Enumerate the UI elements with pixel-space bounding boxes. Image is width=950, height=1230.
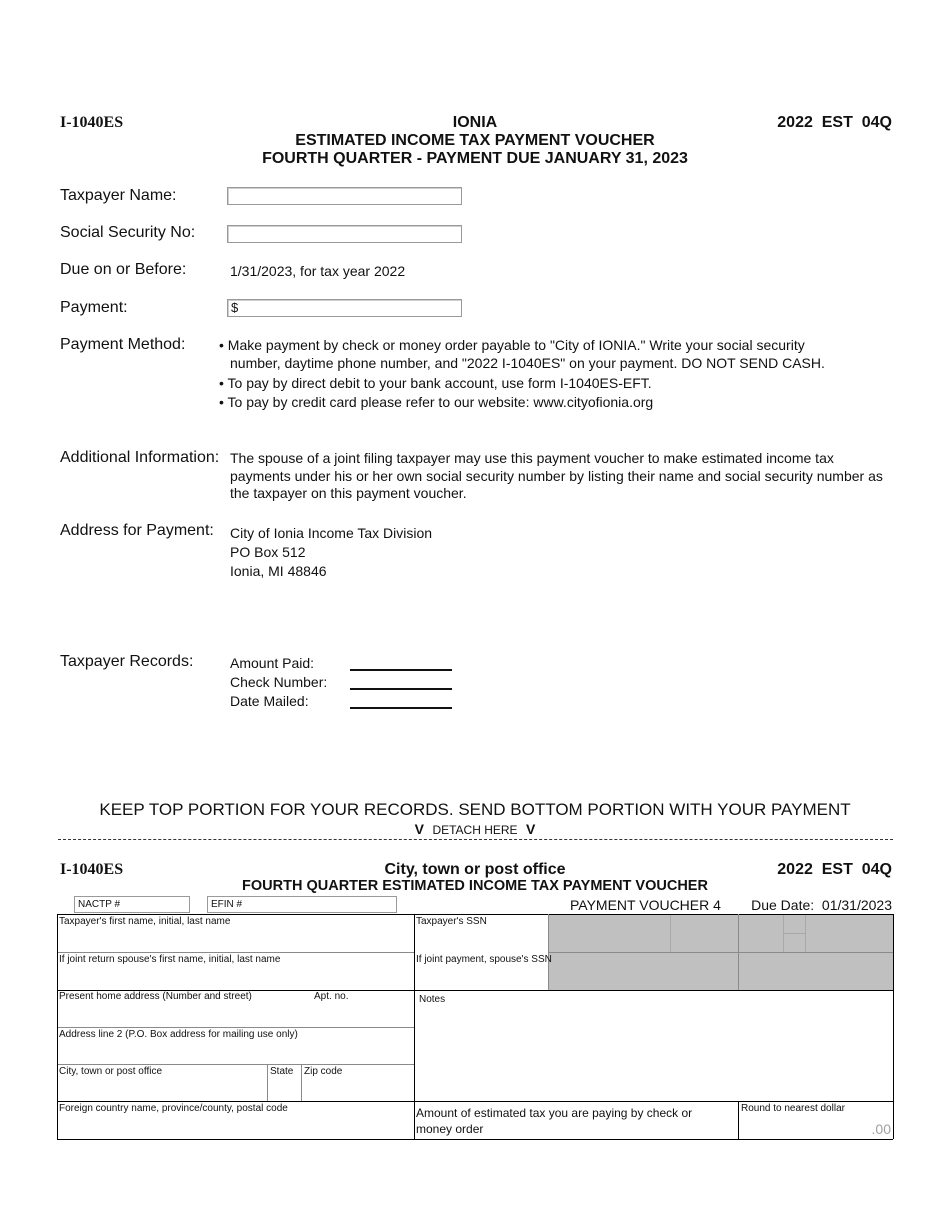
form-title: ESTIMATED INCOME TAX PAYMENT VOUCHER bbox=[295, 132, 655, 149]
grid-line bbox=[57, 952, 414, 953]
additional-line3: the taxpayer on this payment voucher. bbox=[230, 485, 467, 501]
form-id: I-1040ES bbox=[60, 114, 124, 131]
additional-line2: payments under his or her own social security number by listing their name and social security number as bbox=[230, 467, 883, 484]
grid-line bbox=[548, 914, 549, 990]
check-number-label: Check Number: bbox=[230, 674, 328, 690]
grid-line bbox=[57, 1064, 414, 1065]
spouse-name-cell[interactable]: If joint return spouse's first name, initial, last name bbox=[59, 954, 281, 965]
ssn-label: Social Security No: bbox=[60, 224, 196, 241]
bullet-icon: • bbox=[219, 337, 224, 353]
grid-line bbox=[738, 1101, 739, 1139]
bullet-icon: • bbox=[219, 394, 224, 410]
address-line3: Ionia, MI 48846 bbox=[230, 563, 327, 579]
round-label: Round to nearest dollar bbox=[741, 1103, 845, 1114]
voucher-header bbox=[200, 861, 750, 895]
grid-line bbox=[57, 1101, 893, 1102]
detach-here bbox=[0, 821, 950, 839]
ssn-input[interactable] bbox=[227, 225, 462, 243]
ssn-divider bbox=[805, 915, 806, 952]
taxpayer-name-cell[interactable]: Taxpayer's first name, initial, last name bbox=[59, 916, 231, 927]
taxpayer-name-input[interactable] bbox=[227, 187, 462, 205]
amount-label bbox=[416, 1105, 692, 1137]
nactp-box[interactable] bbox=[74, 896, 190, 913]
ssn-divider bbox=[670, 915, 671, 952]
bullet-icon: • bbox=[219, 375, 224, 391]
form-code: 2022 EST 04Q bbox=[777, 114, 892, 131]
keep-instruction: KEEP TOP PORTION FOR YOUR RECORDS. SEND BOTTOM PORTION WITH YOUR PAYMENT bbox=[99, 800, 851, 819]
grid-line bbox=[893, 914, 894, 1139]
state-cell[interactable]: State bbox=[270, 1066, 294, 1077]
taxpayer-name-label: Taxpayer Name: bbox=[60, 187, 177, 204]
amount-cents[interactable]: .00 bbox=[871, 1121, 891, 1137]
voucher-form-id: I-1040ES bbox=[60, 861, 124, 878]
city-title: IONIA bbox=[452, 114, 498, 131]
amount-label-line2: money order bbox=[416, 1122, 484, 1136]
down-arrow-icon: V bbox=[526, 821, 536, 837]
grid-line bbox=[738, 914, 739, 990]
payment-label: Payment: bbox=[60, 299, 128, 316]
voucher-code: 2022 EST 04Q bbox=[777, 861, 892, 878]
payment-voucher-number: PAYMENT VOUCHER 4 bbox=[570, 897, 721, 913]
bullet-2 bbox=[219, 374, 652, 393]
voucher-due-date: Due Date: 01/31/2023 bbox=[751, 897, 892, 913]
bullet-3 bbox=[219, 393, 653, 412]
efin-label: EFIN # bbox=[211, 899, 243, 910]
grid-line bbox=[57, 914, 58, 1139]
zip-cell[interactable]: Zip code bbox=[304, 1066, 343, 1077]
payment-input[interactable] bbox=[227, 299, 462, 317]
efin-box[interactable] bbox=[207, 896, 397, 913]
amount-label-line1: Amount of estimated tax you are paying by check or bbox=[416, 1106, 693, 1120]
nactp-label: NACTP # bbox=[78, 899, 121, 910]
taxpayer-ssn-cell[interactable]: Taxpayer's SSN bbox=[416, 916, 487, 927]
additional-line1: The spouse of a joint filing taxpayer may use this payment voucher to make estimated income tax bbox=[230, 450, 834, 466]
address-line2-cell[interactable]: Address line 2 (P.O. Box address for mailing use only) bbox=[59, 1029, 298, 1040]
grid-line bbox=[57, 1027, 414, 1028]
detach-line bbox=[58, 839, 893, 840]
records-label: Taxpayer Records: bbox=[60, 653, 194, 670]
spouse-ssn-cell[interactable]: If joint payment, spouse's SSN bbox=[416, 954, 552, 965]
dollar-sign: $ bbox=[231, 300, 239, 315]
grid-line bbox=[57, 914, 893, 915]
additional-info-label: Additional Information: bbox=[60, 449, 220, 466]
records-block bbox=[230, 654, 327, 711]
amount-paid-label: Amount Paid: bbox=[230, 655, 315, 671]
due-value: 1/31/2023, for tax year 2022 bbox=[230, 263, 406, 279]
form-header bbox=[200, 114, 750, 168]
due-label: Due on or Before: bbox=[60, 261, 187, 278]
ssn-divider bbox=[783, 933, 805, 934]
bullet-2-text: To pay by direct debit to your bank account, use form I-1040ES-EFT. bbox=[227, 375, 652, 391]
bullet-1-line1: Make payment by check or money order payable to "City of IONIA." Write your social security bbox=[227, 337, 805, 353]
grid-line bbox=[301, 1064, 302, 1101]
amount-paid-line[interactable] bbox=[350, 669, 452, 671]
address-line2: PO Box 512 bbox=[230, 544, 306, 560]
city-cell[interactable]: City, town or post office bbox=[59, 1066, 163, 1077]
apt-label: Apt. no. bbox=[314, 991, 349, 1002]
detach-text: DETACH HERE bbox=[432, 823, 518, 837]
date-mailed-line[interactable] bbox=[350, 707, 452, 709]
address-block bbox=[230, 524, 432, 581]
bullet-1 bbox=[219, 336, 805, 355]
check-number-line[interactable] bbox=[350, 688, 452, 690]
foreign-address-cell[interactable]: Foreign country name, province/county, postal code bbox=[59, 1103, 288, 1114]
notes-area[interactable]: Notes bbox=[419, 994, 446, 1005]
grid-line bbox=[549, 952, 893, 953]
bullet-1-line2: number, daytime phone number, and "2022 I-1040ES" on your payment. DO NOT SEND CASH. bbox=[230, 355, 825, 371]
additional-info-text bbox=[230, 450, 883, 503]
down-arrow-icon: V bbox=[414, 821, 424, 837]
home-address-cell[interactable]: Present home address (Number and street) bbox=[59, 991, 252, 1002]
voucher-city: City, town or post office bbox=[384, 861, 566, 878]
voucher-title: FOURTH QUARTER ESTIMATED INCOME TAX PAYMENT VOUCHER bbox=[242, 878, 708, 894]
grid-line bbox=[267, 1064, 268, 1101]
address-line1: City of Ionia Income Tax Division bbox=[230, 525, 433, 541]
bullet-3-text: To pay by credit card please refer to our website: www.cityofionia.org bbox=[227, 394, 654, 410]
address-label: Address for Payment: bbox=[60, 522, 214, 539]
payment-method-label: Payment Method: bbox=[60, 336, 186, 353]
form-subtitle: FOURTH QUARTER - PAYMENT DUE JANUARY 31, 2023 bbox=[262, 150, 688, 167]
grid-line bbox=[57, 1139, 893, 1140]
grid-line bbox=[414, 914, 415, 1139]
date-mailed-label: Date Mailed: bbox=[230, 693, 309, 709]
